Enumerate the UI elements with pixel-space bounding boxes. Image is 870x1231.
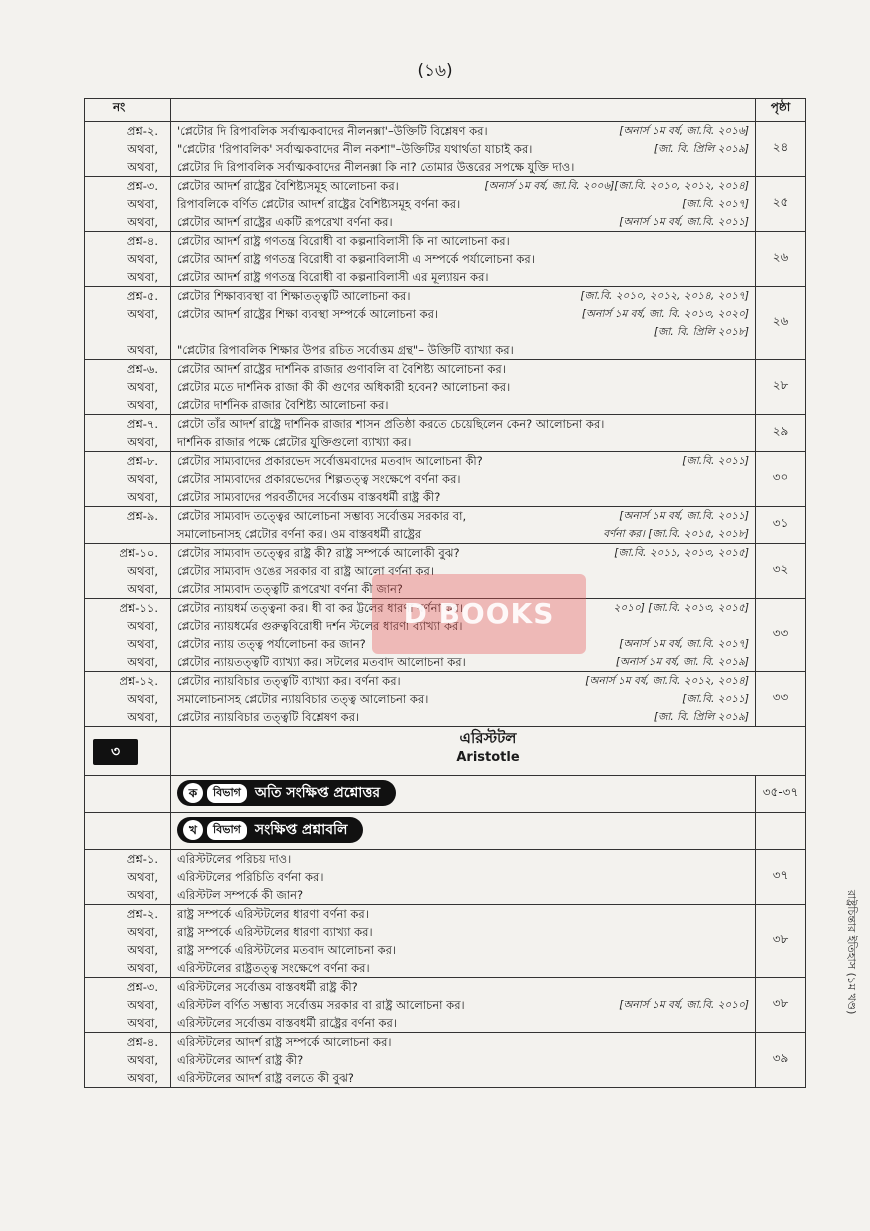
question-labels xyxy=(85,978,171,1033)
section-kha-title: সংক্ষিপ্ত প্রশ্নাবলি xyxy=(254,822,348,838)
question-line-text: এরিস্টটলের সর্বোত্তম বাস্তবধর্মী রাষ্ট্র কী? xyxy=(177,980,358,994)
question-row xyxy=(85,287,806,360)
question-page: ৩৮ xyxy=(756,978,806,1033)
question-line xyxy=(171,195,755,213)
question-label: অথবা, xyxy=(127,637,158,651)
question-page: ৩৮ xyxy=(756,905,806,978)
question-line xyxy=(171,708,755,726)
chapter-number: ৩ xyxy=(93,739,138,765)
question-line-text: প্লেটোর মতে দার্শনিক রাজা কী কী গুণের অধিকারী হবেন? আলোচনা কর। xyxy=(177,380,511,394)
question-label: প্রশ্ন-২. xyxy=(126,124,158,138)
question-line xyxy=(171,544,755,562)
question-page: ৩১ xyxy=(756,507,806,544)
question-line xyxy=(171,122,755,140)
question-label xyxy=(85,525,170,543)
question-text xyxy=(171,850,756,905)
question-text xyxy=(171,232,756,287)
question-label: অথবা, xyxy=(127,1071,158,1085)
exam-reference: [অনার্স ১ম বর্ষ, জা.বি. ২০১০] xyxy=(619,999,749,1011)
question-labels xyxy=(85,850,171,905)
question-labels xyxy=(85,360,171,415)
question-label: অথবা, xyxy=(127,870,158,884)
question-line-text: প্লেটোর ন্যায়তত্ত্বটি ব্যাখ্যা কর। সটলের মতবাদ আলোচনা কর। xyxy=(177,655,466,669)
question-line xyxy=(171,1051,755,1069)
question-line xyxy=(171,941,755,959)
exam-reference: বর্ণনা কর। [জা.বি. ২০১৫, ২০১৮] xyxy=(603,528,749,540)
question-label: প্রশ্ন-৬. xyxy=(126,362,158,376)
question-labels xyxy=(85,287,171,360)
question-line-text: রাষ্ট্র সম্পর্কে এরিস্টটলের মতবাদ আলোচনা কর। xyxy=(177,943,397,957)
question-label: প্রশ্ন-১১. xyxy=(119,601,158,615)
question-labels xyxy=(85,599,171,672)
section-ka-letter: ক xyxy=(183,783,203,803)
question-line-text: দার্শনিক রাজার পক্ষে প্লেটোর যুক্তিগুলো ব্যাখ্যা কর। xyxy=(177,435,412,449)
question-text xyxy=(171,287,756,360)
question-line xyxy=(171,287,755,305)
question-labels xyxy=(85,1033,171,1088)
question-line xyxy=(171,507,755,525)
question-line xyxy=(171,886,755,904)
exam-reference: ২০১০] [জা.বি. ২০১৩, ২০১৫] xyxy=(613,602,749,614)
question-line xyxy=(171,177,755,195)
question-label: অথবা, xyxy=(127,270,158,284)
section-ka-title: অতি সংক্ষিপ্ত প্রশ্নোত্তর xyxy=(254,785,381,801)
question-line-text: প্লেটোর সাম্যবাদ তত্ত্বের রাষ্ট্র কী? রাষ্ট্র সম্পর্কে আলোকী বুঝ? xyxy=(177,546,460,560)
question-text xyxy=(171,905,756,978)
question-line-text: এরিস্টটলের রাষ্ট্রতত্ত্ব সংক্ষেপে বর্ণনা কর। xyxy=(177,961,370,975)
question-line xyxy=(171,305,755,323)
question-page: ২৬ xyxy=(756,232,806,287)
question-line xyxy=(171,1014,755,1032)
question-line-text: প্লেটো তাঁর আদর্শ রাষ্ট্রে দার্শনিক রাজার শাসন প্রতিষ্ঠা করতে চেয়েছিলেন কেন? আলোচনা কর। xyxy=(177,417,605,431)
question-labels xyxy=(85,905,171,978)
question-labels xyxy=(85,672,171,727)
question-label: অথবা, xyxy=(127,619,158,633)
question-label: প্রশ্ন-২. xyxy=(126,907,158,921)
side-text: রাষ্ট্রচিন্তার ইতিহাস (১ম খণ্ড) xyxy=(845,890,858,1015)
question-line-text: প্লেটোর ন্যায়ধর্ম তত্ত্বনা কর। ধী বা কর ট্টলের ধারণা বর্ণনা কর। xyxy=(177,601,463,615)
question-labels xyxy=(85,415,171,452)
question-label xyxy=(85,323,170,341)
question-line-text: প্লেটোর আদর্শ রাষ্ট্র গণতন্ত্র বিরোধী বা কল্পনাবিলাসী এ সম্পর্কে পর্যালোচনা কর। xyxy=(177,252,535,266)
question-labels xyxy=(85,122,171,177)
question-line-text: রাষ্ট্র সম্পর্কে এরিস্টটলের ধারণা ব্যাখ্যা কর। xyxy=(177,925,373,939)
question-line-text: প্লেটোর ন্যায়বিচার তত্ত্বটি ব্যাখ্যা কর। বর্ণনা কর। xyxy=(177,674,401,688)
question-page: ২৮ xyxy=(756,360,806,415)
question-page: ৩০ xyxy=(756,452,806,507)
question-line xyxy=(171,905,755,923)
question-label: প্রশ্ন-৫. xyxy=(126,289,158,303)
question-label: অথবা, xyxy=(127,925,158,939)
question-line-text: এরিস্টটলের পরিচিতি বর্ণনা কর। xyxy=(177,870,324,884)
exam-reference: [জা.বি. ২০১১, ২০১৩, ২০১৫] xyxy=(614,547,749,559)
question-line-text: রিপাবলিকে বর্ণিত প্লেটোর আদর্শ রাষ্ট্রের বৈশিষ্ট্যসমূহ বর্ণনা কর। xyxy=(177,197,461,211)
question-label: প্রশ্ন-৭. xyxy=(126,417,158,431)
exam-reference: [অনার্স ১ম বর্ষ, জা.বি. ২০১১] xyxy=(619,216,749,228)
chapter-row xyxy=(85,727,806,776)
section-kha-row xyxy=(85,813,806,850)
question-label: অথবা, xyxy=(127,252,158,266)
section-kha-banner xyxy=(177,817,363,843)
exam-reference: [অনার্স ১ম বর্ষ, জা.বি. ২০০৬][জা.বি. ২০১০, ২০১২, ২০১৪] xyxy=(484,180,749,192)
chapter-heading xyxy=(171,727,806,776)
question-line-text: প্লেটোর সাম্যবাদ ওঙের সরকার বা রাষ্ট্র আলো বর্ণনা কর। xyxy=(177,564,434,578)
question-line xyxy=(171,850,755,868)
question-line-text: প্লেটোর দার্শনিক রাজার বৈশিষ্ট্য আলোচনা কর। xyxy=(177,398,389,412)
question-page: ২৫ xyxy=(756,177,806,232)
question-text xyxy=(171,122,756,177)
question-label: অথবা, xyxy=(127,582,158,596)
question-label: অথবা, xyxy=(127,1016,158,1030)
question-page: ২৪ xyxy=(756,122,806,177)
question-line xyxy=(171,396,755,414)
question-label: অথবা, xyxy=(127,472,158,486)
exam-reference: [অনার্স ১ম বর্ষ, জা.বি. ২০১৬] xyxy=(619,125,749,137)
question-line-text xyxy=(177,323,648,341)
question-line-text: প্লেটোর সাম্যবাদের প্রকারভেদ সর্বোত্তমবাদের মতবাদ আলোচনা কী? xyxy=(177,454,483,468)
question-line xyxy=(171,672,755,690)
exam-reference: [অনার্স ১ম বর্ষ, জা. বি. ২০১৩, ২০২০] xyxy=(581,308,749,320)
question-line-text: এরিস্টটলের সর্বোত্তম বাস্তবধর্মী রাষ্ট্রের বর্ণনা কর। xyxy=(177,1016,397,1030)
header-no: নং xyxy=(85,99,171,122)
question-page: ৩৩ xyxy=(756,672,806,727)
question-text xyxy=(171,177,756,232)
question-text xyxy=(171,672,756,727)
question-label: অথবা, xyxy=(127,142,158,156)
section-kha-letter: খ xyxy=(183,820,203,840)
question-row xyxy=(85,850,806,905)
question-text xyxy=(171,1033,756,1088)
question-label: অথবা, xyxy=(127,435,158,449)
question-label: অথবা, xyxy=(127,398,158,412)
exam-reference: [অনার্স ১ম বর্ষ, জা.বি. ২০১১] xyxy=(619,510,749,522)
question-label: প্রশ্ন-৩. xyxy=(126,179,158,193)
question-text xyxy=(171,978,756,1033)
question-line-text: প্লেটোর আদর্শ রাষ্ট্র গণতন্ত্র বিরোধী বা কল্পনাবিলাসী এর মূল্যায়ন কর। xyxy=(177,270,489,284)
question-text xyxy=(171,507,756,544)
question-label: অথবা, xyxy=(127,215,158,229)
question-label: প্রশ্ন-১২. xyxy=(119,674,158,688)
question-line-text: "প্লেটোর 'রিপাবলিক' সর্বাত্মকবাদের নীল নকশা"–উক্তিটির যথার্থতা যাচাই কর। xyxy=(177,142,533,156)
question-label: অথবা, xyxy=(127,564,158,578)
question-line-text: এরিস্টটলের আদর্শ রাষ্ট্র সম্পর্কে আলোচনা কর। xyxy=(177,1035,392,1049)
question-page: ৩২ xyxy=(756,544,806,599)
exam-reference: [জা. বি. প্রিলি ২০১৯] xyxy=(653,143,749,155)
exam-reference: [জা.বি. ২০১১] xyxy=(682,693,749,705)
question-line xyxy=(171,415,755,433)
question-line-text: "প্লেটোর রিপাবলিক শিক্ষার উপর রচিত সর্বোত্তম গ্রন্থ"– উক্তিটি ব্যাখ্যা কর। xyxy=(177,343,514,357)
exam-reference: [জা.বি. ২০১০, ২০১২, ২০১৪, ২০১৭] xyxy=(580,290,749,302)
question-line-text: প্লেটোর সাম্যবাদ তত্ত্বের আলোচনা সম্ভাব্য সর্বোত্তম সরকার বা, xyxy=(177,509,467,523)
question-label: প্রশ্ন-৪. xyxy=(126,234,158,248)
question-page: ৩৯ xyxy=(756,1033,806,1088)
question-label: অথবা, xyxy=(127,160,158,174)
page-number: (১৬) xyxy=(417,61,453,81)
question-line xyxy=(171,452,755,470)
question-line xyxy=(171,488,755,506)
question-label: অথবা, xyxy=(127,710,158,724)
question-row xyxy=(85,177,806,232)
exam-reference: [অনার্স ১ম বর্ষ, জা.বি. ২০১২, ২০১৪] xyxy=(585,675,749,687)
question-line-text: সমালোচনাসহ প্লেটোর বর্ণনা কর। ওম বাস্তবধর্মী রাষ্ট্রের xyxy=(177,527,422,541)
question-line xyxy=(171,378,755,396)
question-page: ৩৭ xyxy=(756,850,806,905)
section-ka-banner xyxy=(177,780,396,806)
question-page: ৩৩ xyxy=(756,599,806,672)
question-row xyxy=(85,232,806,287)
question-line xyxy=(171,525,755,543)
question-line-text: প্লেটোর সাম্যবাদ তত্ত্বটি রূপরেখা বর্ণনা কী জান? xyxy=(177,582,403,596)
exam-reference: [অনার্স ১ম বর্ষ, জা.বি. ২০১৭] xyxy=(619,638,749,650)
exam-reference: [জা.বি. ২০১৭] xyxy=(682,198,749,210)
question-label: অথবা, xyxy=(127,692,158,706)
question-line-text: প্লেটোর সাম্যবাদের প্রকারভেদের শিল্পতত্ত্ব সংক্ষেপে বর্ণনা কর। xyxy=(177,472,461,486)
question-line-text: এরিস্টটলের আদর্শ রাষ্ট্র বলতে কী বুঝ? xyxy=(177,1071,354,1085)
question-label: অথবা, xyxy=(127,943,158,957)
question-line xyxy=(171,323,755,341)
question-row xyxy=(85,672,806,727)
question-label: প্রশ্ন-৪. xyxy=(126,1035,158,1049)
question-label: অথবা, xyxy=(127,961,158,975)
question-label: প্রশ্ন-১. xyxy=(126,852,158,866)
question-line xyxy=(171,470,755,488)
exam-reference: [জা. বি. প্রিলি ২০১৮] xyxy=(653,326,749,338)
question-line xyxy=(171,996,755,1014)
question-line-text: প্লেটোর আদর্শ রাষ্ট্রের বৈশিষ্ট্যসমূহ আলোচনা কর। xyxy=(177,179,399,193)
question-line-text: রাষ্ট্র সম্পর্কে এরিস্টটলের ধারণা বর্ণনা কর। xyxy=(177,907,369,921)
question-line xyxy=(171,868,755,886)
question-line xyxy=(171,978,755,996)
question-line xyxy=(171,213,755,231)
exam-reference: [জা.বি. ২০১১] xyxy=(682,455,749,467)
question-labels xyxy=(85,507,171,544)
question-line-text: প্লেটোর আদর্শ রাষ্ট্র গণতন্ত্র বিরোধী বা কল্পনাবিলাসী কি না আলোচনা কর। xyxy=(177,234,510,248)
question-line-text: প্লেটোর ন্যায়ধর্মের গুরুত্ববিরোধী দর্শন স্টলের ধারণা ব্যাখ্যা কর। xyxy=(177,619,463,633)
exam-reference: [অনার্স ১ম বর্ষ, জা. বি. ২০১৯] xyxy=(615,656,749,668)
question-label: অথবা, xyxy=(127,307,158,321)
question-row xyxy=(85,452,806,507)
question-label: অথবা, xyxy=(127,1053,158,1067)
question-line xyxy=(171,923,755,941)
question-line xyxy=(171,158,755,176)
section-ka-vibhag: বিভাগ xyxy=(207,784,247,803)
question-line-text: এরিস্টটলের আদর্শ রাষ্ট্র কী? xyxy=(177,1053,304,1067)
question-row xyxy=(85,415,806,452)
question-label: অথবা, xyxy=(127,490,158,504)
watermark: D BOOKS xyxy=(372,574,586,654)
question-line xyxy=(171,653,755,671)
question-label: অথবা, xyxy=(127,888,158,902)
table-header xyxy=(85,99,806,122)
chapter-title-bn: এরিস্টটল xyxy=(459,729,517,747)
question-label: অথবা, xyxy=(127,655,158,669)
question-line xyxy=(171,1069,755,1087)
question-line-text: প্লেটোর ন্যায়বিচার তত্ত্বটি বিশ্লেষণ কর। xyxy=(177,710,360,724)
question-line xyxy=(171,140,755,158)
question-label: প্রশ্ন-১০. xyxy=(119,546,158,560)
question-line xyxy=(171,268,755,286)
question-text xyxy=(171,360,756,415)
question-label: অথবা, xyxy=(127,343,158,357)
question-row xyxy=(85,978,806,1033)
question-label: অথবা, xyxy=(127,998,158,1012)
question-labels xyxy=(85,232,171,287)
exam-reference: [জা. বি. প্রিলি ২০১৯] xyxy=(653,711,749,723)
question-line-text: এরিস্টটলের পরিচয় দাও। xyxy=(177,852,292,866)
question-labels xyxy=(85,544,171,599)
question-label: প্রশ্ন-৮. xyxy=(126,454,158,468)
question-text xyxy=(171,415,756,452)
question-line-text: প্লেটোর আদর্শ রাষ্ট্রের একটি রূপরেখা বর্ণনা কর। xyxy=(177,215,393,229)
question-line-text: প্লেটোর সাম্যবাদের পরবর্তীদের সর্বোত্তম বাস্তবধর্মী রাষ্ট্র কী? xyxy=(177,490,441,504)
question-line xyxy=(171,341,755,359)
question-label: প্রশ্ন-৩. xyxy=(126,980,158,994)
question-line xyxy=(171,360,755,378)
question-labels xyxy=(85,452,171,507)
question-row xyxy=(85,1033,806,1088)
header-page: পৃষ্ঠা xyxy=(756,99,806,122)
question-line xyxy=(171,690,755,708)
section-kha-vibhag: বিভাগ xyxy=(207,821,247,840)
question-line xyxy=(171,250,755,268)
question-page: ২৯ xyxy=(756,415,806,452)
question-line-text: প্লেটোর আদর্শ রাষ্ট্রের শিক্ষা ব্যবস্থা সম্পর্কে আলোচনা কর। xyxy=(177,307,439,321)
question-line-text: প্লেটোর ন্যায় তত্ত্ব পর্যালোচনা কর জান? xyxy=(177,637,366,651)
question-labels xyxy=(85,177,171,232)
question-row xyxy=(85,507,806,544)
section-ka-row xyxy=(85,776,806,813)
section-ka-page: ৩৫-৩৭ xyxy=(756,776,806,813)
question-line-text: প্লেটোর দি রিপাবলিক সর্বাত্মকবাদের নীলনক্সা কি না? তোমার উত্তরের সপক্ষে যুক্তি দাও। xyxy=(177,160,575,174)
question-row xyxy=(85,122,806,177)
question-line-text: প্লেটোর আদর্শ রাষ্ট্রের দার্শনিক রাজার গুণাবলি বা বৈশিষ্ট্য আলোচনা কর। xyxy=(177,362,506,376)
chapter-title-en: Aristotle xyxy=(456,750,520,765)
question-line xyxy=(171,959,755,977)
question-line-text: প্লেটোর শিক্ষাব্যবস্থা বা শিক্ষাতত্ত্বটি আলোচনা কর। xyxy=(177,289,411,303)
question-row xyxy=(85,360,806,415)
question-line xyxy=(171,232,755,250)
question-line xyxy=(171,433,755,451)
question-label: অথবা, xyxy=(127,197,158,211)
question-label: প্রশ্ন-৯. xyxy=(126,509,158,523)
question-line-text: এরিস্টটল বর্ণিত সম্ভাব্য সর্বোত্তম সরকার বা রাষ্ট্র আলোচনা কর। xyxy=(177,998,465,1012)
question-line-text: এরিস্টটল সম্পর্কে কী জান? xyxy=(177,888,304,902)
question-page: ২৬ xyxy=(756,287,806,360)
question-line xyxy=(171,1033,755,1051)
question-line-text: সমালোচনাসহ প্লেটোর ন্যায়বিচার তত্ত্ব আলোচনা কর। xyxy=(177,692,429,706)
question-label: অথবা, xyxy=(127,380,158,394)
question-text xyxy=(171,452,756,507)
question-line-text: 'প্লেটোর দি রিপাবলিক সর্বাত্মকবাদের নীলনক্সা'–উক্তিটি বিশ্লেষণ কর। xyxy=(177,124,488,138)
question-row xyxy=(85,905,806,978)
